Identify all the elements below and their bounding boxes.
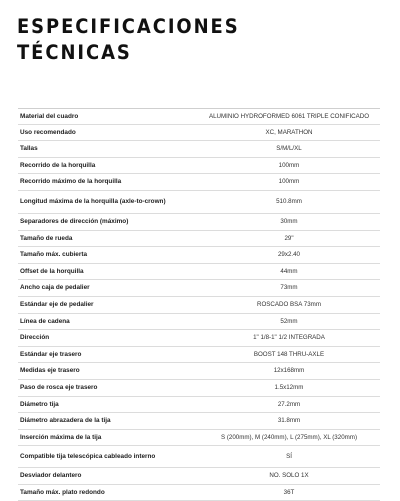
spec-row (18, 413, 380, 430)
spec-value: 100mm (278, 178, 300, 186)
spec-value: 100mm (278, 161, 300, 169)
spec-label: Tallas (20, 145, 38, 153)
spec-row (18, 363, 380, 380)
title-line-2: TÉCNICAS (17, 41, 132, 64)
specs-table (18, 108, 380, 501)
spec-value: XC, MARATHON (265, 128, 313, 136)
spec-value: ALUMINIO HYDROFORMED 6061 TRIPLE CONIFICADO (208, 112, 370, 120)
spec-label: Diámetro tija (20, 400, 59, 408)
spec-row (18, 214, 380, 231)
spec-label: Tamaño de rueda (20, 234, 73, 242)
spec-row (18, 125, 380, 142)
spec-label: Separadores de dirección (máximo) (20, 217, 129, 225)
spec-value: 44mm (280, 267, 298, 275)
spec-label: Estándar eje trasero (20, 350, 82, 358)
spec-label: Offset de la horquilla (20, 267, 84, 275)
spec-row (18, 468, 380, 485)
spec-value: 29x2.40 (277, 251, 301, 259)
spec-value: SÍ (286, 452, 292, 460)
spec-label: Compatible tija telescópica cableado interno (20, 452, 156, 460)
spec-label: Material del cuadro (20, 112, 79, 120)
spec-value: 30mm (280, 217, 298, 225)
spec-value: 36T (283, 488, 295, 496)
spec-row (18, 191, 380, 214)
spec-label: Paso de rosca eje trasero (20, 383, 98, 391)
spec-row (18, 430, 380, 447)
spec-row (18, 380, 380, 397)
spec-value: BOOST 148 THRU-AXLE (253, 350, 325, 358)
spec-label: Tamaño máx. plato redondo (20, 488, 105, 496)
spec-label: Medidas eje trasero (20, 367, 80, 375)
spec-row (18, 141, 380, 158)
spec-row (18, 347, 380, 364)
spec-row (18, 247, 380, 264)
spec-value: 52mm (280, 317, 298, 325)
spec-label: Recorrido de la horquilla (20, 161, 96, 169)
spec-label: Inserción máxima de la tija (20, 433, 102, 441)
spec-label: Línea de cadena (20, 317, 70, 325)
spec-row (18, 108, 380, 125)
spec-row (18, 174, 380, 191)
page-title (17, 14, 240, 66)
spec-row (18, 446, 380, 468)
spec-value: ROSCADO BSA 73mm (257, 300, 321, 308)
spec-row (18, 485, 380, 501)
spec-label: Ancho caja de pedalier (20, 284, 90, 292)
spec-row (18, 264, 380, 281)
spec-value: 1.5x12mm (274, 383, 304, 391)
spec-row (18, 231, 380, 248)
spec-value: S/M/L/XL (276, 145, 302, 153)
spec-row (18, 314, 380, 331)
spec-row (18, 330, 380, 347)
spec-value: NO. SOLO 1X (269, 472, 309, 480)
spec-label: Diámetro abrazadera de la tija (20, 417, 111, 425)
spec-value: 510.8mm (276, 198, 302, 206)
spec-label: Longitud máxima de la horquilla (axle-to-crown) (20, 198, 166, 206)
spec-value: 1" 1/8-1" 1/2 INTEGRADA (253, 334, 325, 342)
spec-row (18, 297, 380, 314)
title-line-1: ESPECIFICACIONES (17, 15, 240, 38)
spec-label: Estándar eje de pedalier (20, 300, 94, 308)
spec-row (18, 397, 380, 414)
spec-value: 12x168mm (273, 367, 305, 375)
spec-row (18, 280, 380, 297)
spec-label: Recorrido máximo de la horquilla (20, 178, 122, 186)
spec-label: Tamaño máx. cubierta (20, 251, 88, 259)
spec-value: S (200mm), M (240mm), L (275mm), XL (320mm) (220, 433, 358, 441)
spec-value: 73mm (280, 284, 298, 292)
spec-value: 29" (284, 234, 294, 242)
spec-value: 31.8mm (277, 417, 301, 425)
spec-value: 27.2mm (277, 400, 301, 408)
spec-label: Dirección (20, 334, 50, 342)
spec-label: Desviador delantero (20, 472, 82, 480)
spec-row (18, 158, 380, 175)
spec-label: Uso recomendado (20, 128, 76, 136)
